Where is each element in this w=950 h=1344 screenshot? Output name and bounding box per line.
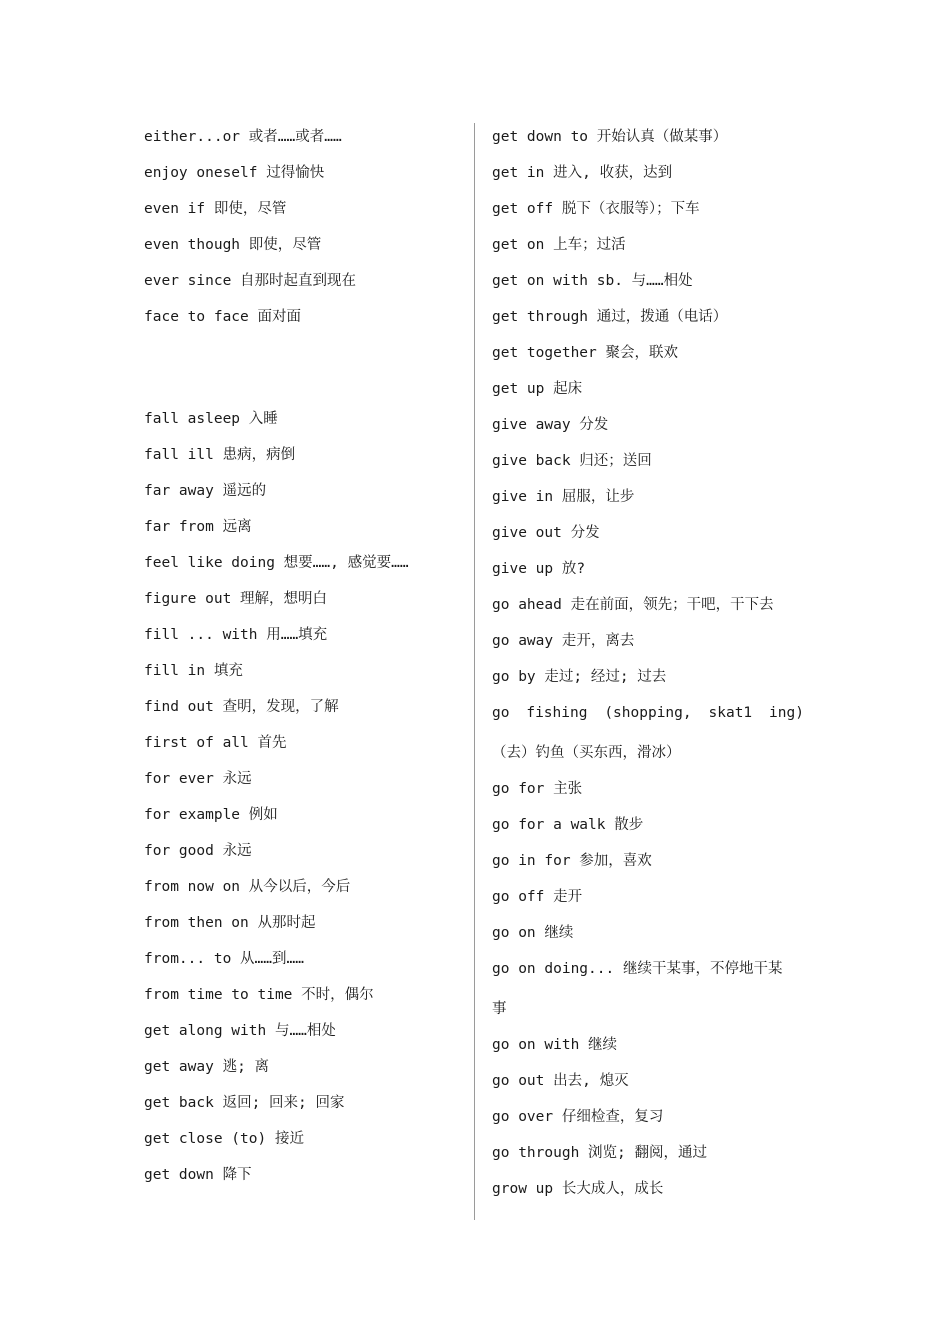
list-item: get through 通过，拨通（电话）	[492, 309, 728, 325]
word: fishing	[526, 705, 588, 721]
list-item: get on 上车；过活	[492, 237, 626, 253]
list-item: for example 例如	[144, 807, 278, 823]
list-item: get off 脱下（衣服等）；下车	[492, 201, 700, 217]
list-item: from now on 从今以后，今后	[144, 879, 351, 895]
list-item-justified	[492, 697, 804, 733]
list-item: go out 出去, 熄灭	[492, 1073, 629, 1089]
list-item: give away 分发	[492, 417, 609, 433]
list-item: even if 即使，尽管	[144, 201, 287, 217]
word: (shopping,	[604, 705, 692, 721]
right-column	[492, 121, 812, 1209]
list-item-continuation: 事	[492, 1001, 507, 1017]
list-item: fill ... with 用……填充	[144, 627, 328, 643]
list-item: get on with sb. 与……相处	[492, 273, 693, 289]
list-item: enjoy oneself 过得愉快	[144, 165, 325, 181]
list-item: get along with 与……相处	[144, 1023, 336, 1039]
list-item: give back 归还；送回	[492, 453, 652, 469]
list-item: go through 浏览; 翻阅，通过	[492, 1145, 707, 1161]
list-item: feel like doing 想要……, 感觉要……	[144, 555, 409, 571]
list-item: find out 查明，发现，了解	[144, 699, 339, 715]
list-item: fall asleep 入睡	[144, 411, 278, 427]
list-item: go for a walk 散步	[492, 817, 644, 833]
list-item: for good 永远	[144, 843, 252, 859]
list-item: get close (to) 接近	[144, 1131, 304, 1147]
word: go	[492, 705, 510, 721]
list-item: go for 主张	[492, 781, 583, 797]
list-item: from then on 从那时起	[144, 915, 316, 931]
list-item: go on doing... 继续干某事，不停地干某	[492, 961, 783, 977]
list-item: face to face 面对面	[144, 309, 301, 325]
list-item: even though 即使，尽管	[144, 237, 322, 253]
list-item: go in for 参加，喜欢	[492, 853, 652, 869]
list-item: get together 聚会，联欢	[492, 345, 678, 361]
left-column	[144, 121, 462, 1195]
list-item: go on 继续	[492, 925, 574, 941]
list-item: ever since 自那时起直到现在	[144, 273, 357, 289]
list-item: from... to 从……到……	[144, 951, 304, 967]
list-item: fall ill 患病，病倒	[144, 447, 296, 463]
list-item: get away 逃; 离	[144, 1059, 270, 1075]
list-item: for ever 永远	[144, 771, 252, 787]
list-item: go off 走开	[492, 889, 583, 905]
list-item: first of all 首先	[144, 735, 287, 751]
list-item: get back 返回; 回来; 回家	[144, 1095, 345, 1111]
list-item: far from 远离	[144, 519, 252, 535]
list-item: get down to 开始认真（做某事）	[492, 129, 728, 145]
list-item: go over 仔细检查，复习	[492, 1109, 664, 1125]
list-item-continuation: （去）钓鱼（买东西，滑冰）	[492, 745, 681, 761]
list-item: give out 分发	[492, 525, 600, 541]
list-item: fill in 填充	[144, 663, 243, 679]
list-item: get up 起床	[492, 381, 583, 397]
list-item: figure out 理解，想明白	[144, 591, 328, 607]
list-item: go ahead 走在前面，领先；干吧，干下去	[492, 597, 774, 613]
list-item: go on with 继续	[492, 1037, 618, 1053]
list-item: far away 遥远的	[144, 483, 267, 499]
list-item: from time to time 不时，偶尔	[144, 987, 374, 1003]
list-item: go by 走过; 经过; 过去	[492, 669, 667, 685]
column-divider	[474, 123, 475, 1220]
list-item: get down 降下	[144, 1167, 252, 1183]
list-item: give in 屈服，让步	[492, 489, 635, 505]
list-item: grow up 长大成人，成长	[492, 1181, 664, 1197]
word: ing)	[769, 705, 804, 721]
list-item: go away 走开，离去	[492, 633, 635, 649]
list-item: either...or 或者……或者……	[144, 129, 342, 145]
list-item: give up 放?	[492, 561, 586, 577]
list-item: get in 进入, 收获，达到	[492, 165, 673, 181]
word: skat1	[708, 705, 753, 721]
blank-gap	[144, 337, 462, 403]
